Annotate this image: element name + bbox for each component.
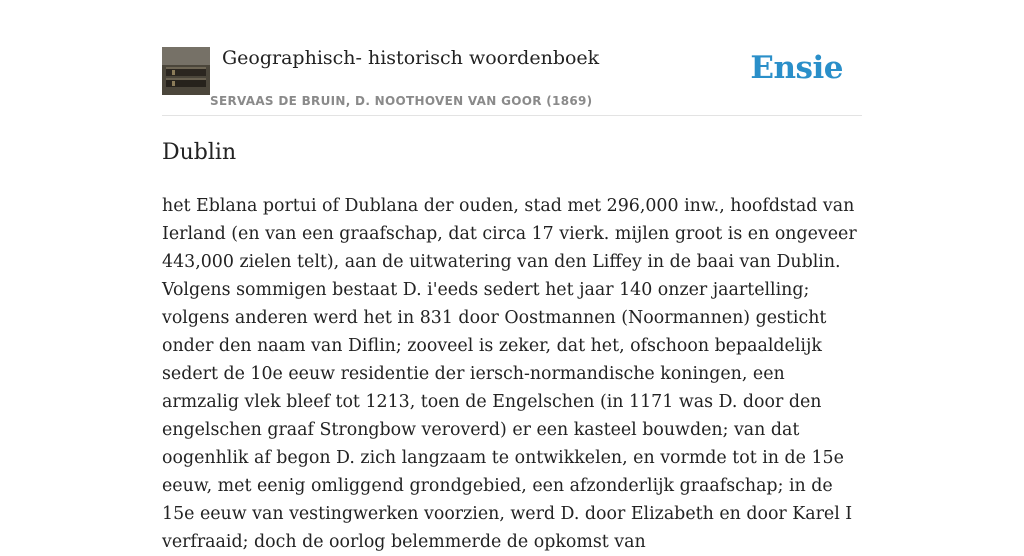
brand-logo[interactable]: Ensie [750, 50, 843, 86]
book-title[interactable]: Geographisch- historisch woordenboek [222, 47, 600, 69]
book-authors: SERVAAS DE BRUIN, D. NOOTHOVEN VAN GOOR (1869) [210, 94, 593, 108]
header [162, 44, 862, 116]
entry-body: het Eblana portui of Dublana der ouden, stad met 296,000 inw., hoofdstad van Ierland (en van een graafschap, dat circa 17 vierk. mijlen groot is en ongeveer 443,000 zielen telt), aan de uitwatering van den Liffey in de baai van Dublin. Volgens sommigen bestaat D. i'eeds sedert het jaar 140 onzer jaartelling; volgens anderen werd het in 831 door Oostmannen (Noormannen) gesticht onder den naam van Diflin; zooveel is zeker, dat het, ofschoon bepaaldelijk sedert de 10e eeuw residentie der iersch-normandische koningen, een armzalig vlek bleef tot 1213, toen de Engelschen (in 1171 was D. door den engelschen graaf Strongbow veroverd) er een kasteel bouwden; van dat oogenhlik af begon D. zich langzaam te ontwikkelen, en vormde tot in de 15e eeuw, met eenig omliggend grondgebied, een afzonderlijk graafschap; in de 15e eeuw van vestingwerken voorzien, werd D. door Elizabeth en door Karel I verfraaid; doch de oorlog belemmerde de opkomst van [162, 196, 857, 552]
book-cover-icon[interactable] [162, 47, 210, 95]
entry-title: Dublin [162, 140, 237, 165]
